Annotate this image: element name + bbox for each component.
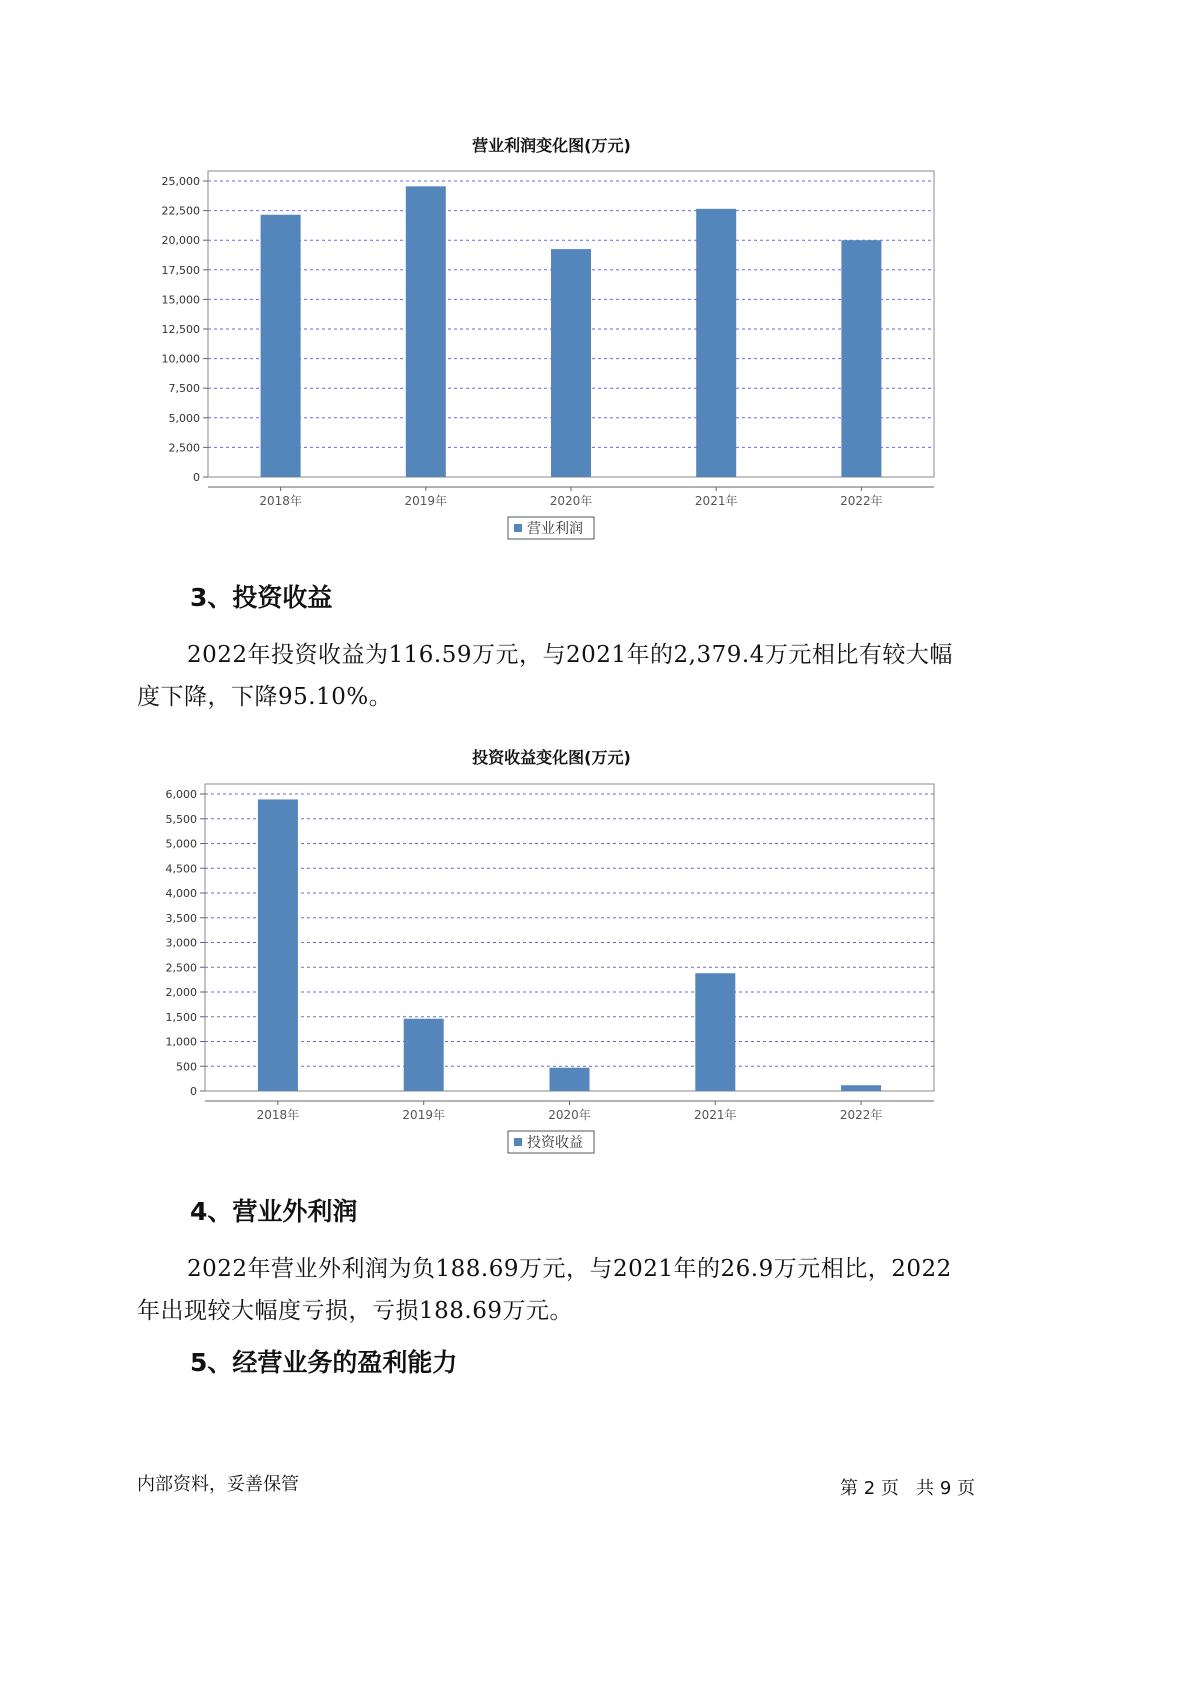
investment-income-chart: [0, 772, 1103, 1164]
y-tick-label: 5,000: [165, 837, 197, 851]
y-tick-label: 4,500: [165, 862, 197, 876]
y-tick-label: 2,000: [165, 986, 197, 999]
y-tick-label: 3,000: [165, 936, 197, 950]
bar-2022年: [841, 1085, 881, 1091]
plot-area: [205, 784, 934, 1091]
operating-profit-chart: [0, 160, 1103, 550]
y-tick-label: 0: [193, 471, 200, 484]
y-tick-label: 0: [190, 1085, 197, 1098]
bar-2018年: [258, 799, 298, 1091]
y-tick-label: 2,500: [165, 961, 197, 975]
legend-swatch: [514, 1138, 522, 1146]
footer-page-number: 第 2 页 共 9 页: [840, 1478, 975, 1499]
legend-swatch: [514, 524, 522, 532]
section3-paragraph-line2: 度下降，下降95.10%。: [137, 684, 393, 710]
section3-paragraph-line1: 2022年投资收益为116.59万元，与2021年的2,379.4万元相比有较大幅: [187, 642, 953, 668]
bar-2022年: [841, 240, 881, 477]
section3-heading: 3、投资收益: [190, 583, 333, 612]
y-tick-label: 4,000: [165, 887, 197, 900]
legend-label: 营业利润: [527, 521, 583, 537]
chart1-title: 营业利润变化图(万元): [472, 136, 631, 155]
chart2-title: 投资收益变化图(万元): [472, 748, 631, 767]
y-tick-label: 500: [176, 1060, 197, 1074]
footer-left-note: 内部资料，妥善保管: [137, 1474, 299, 1495]
x-tick-label: 2019年: [404, 494, 448, 508]
x-tick-label: 2020年: [549, 494, 593, 508]
legend-label: 投资收益: [527, 1135, 583, 1151]
y-tick-label: 6,000: [165, 788, 197, 801]
y-tick-label: 2,500: [168, 441, 200, 455]
x-tick-label: 2022年: [840, 494, 883, 508]
y-tick-label: 7,500: [168, 382, 200, 396]
bar-2021年: [696, 209, 736, 477]
bar-2018年: [261, 215, 301, 477]
y-tick-label: 12,500: [161, 323, 200, 336]
y-tick-label: 5,000: [168, 411, 200, 425]
bar-2019年: [406, 186, 446, 477]
y-tick-label: 1,000: [165, 1035, 197, 1049]
x-tick-label: 2018年: [259, 494, 302, 508]
section4-heading: 4、营业外利润: [190, 1197, 358, 1226]
y-tick-label: 22,500: [161, 204, 200, 218]
bar-2020年: [551, 249, 591, 477]
x-tick-label: 2019年: [402, 1108, 445, 1122]
y-tick-label: 20,000: [161, 234, 200, 248]
y-tick-label: 5,500: [165, 812, 197, 826]
bar-2020年: [550, 1068, 590, 1091]
x-tick-label: 2020年: [548, 1108, 591, 1122]
bar-2019年: [404, 1019, 444, 1091]
x-tick-label: 2021年: [694, 1108, 737, 1122]
y-tick-label: 1,500: [165, 1010, 197, 1024]
x-tick-label: 2018年: [256, 1108, 300, 1122]
y-tick-label: 17,500: [161, 263, 200, 277]
section5-heading: 5、经营业务的盈利能力: [190, 1348, 458, 1377]
section4-paragraph-line1: 2022年营业外利润为负188.69万元，与2021年的26.9万元相比，2022: [187, 1256, 952, 1282]
section4-paragraph-line2: 年出现较大幅度亏损，亏损188.69万元。: [137, 1298, 573, 1324]
y-tick-label: 15,000: [161, 293, 200, 307]
y-tick-label: 3,500: [165, 911, 197, 925]
x-tick-label: 2021年: [694, 494, 738, 508]
bar-2021年: [695, 973, 735, 1091]
x-tick-label: 2022年: [839, 1108, 883, 1122]
y-tick-label: 25,000: [161, 175, 200, 188]
y-tick-label: 10,000: [161, 352, 200, 366]
